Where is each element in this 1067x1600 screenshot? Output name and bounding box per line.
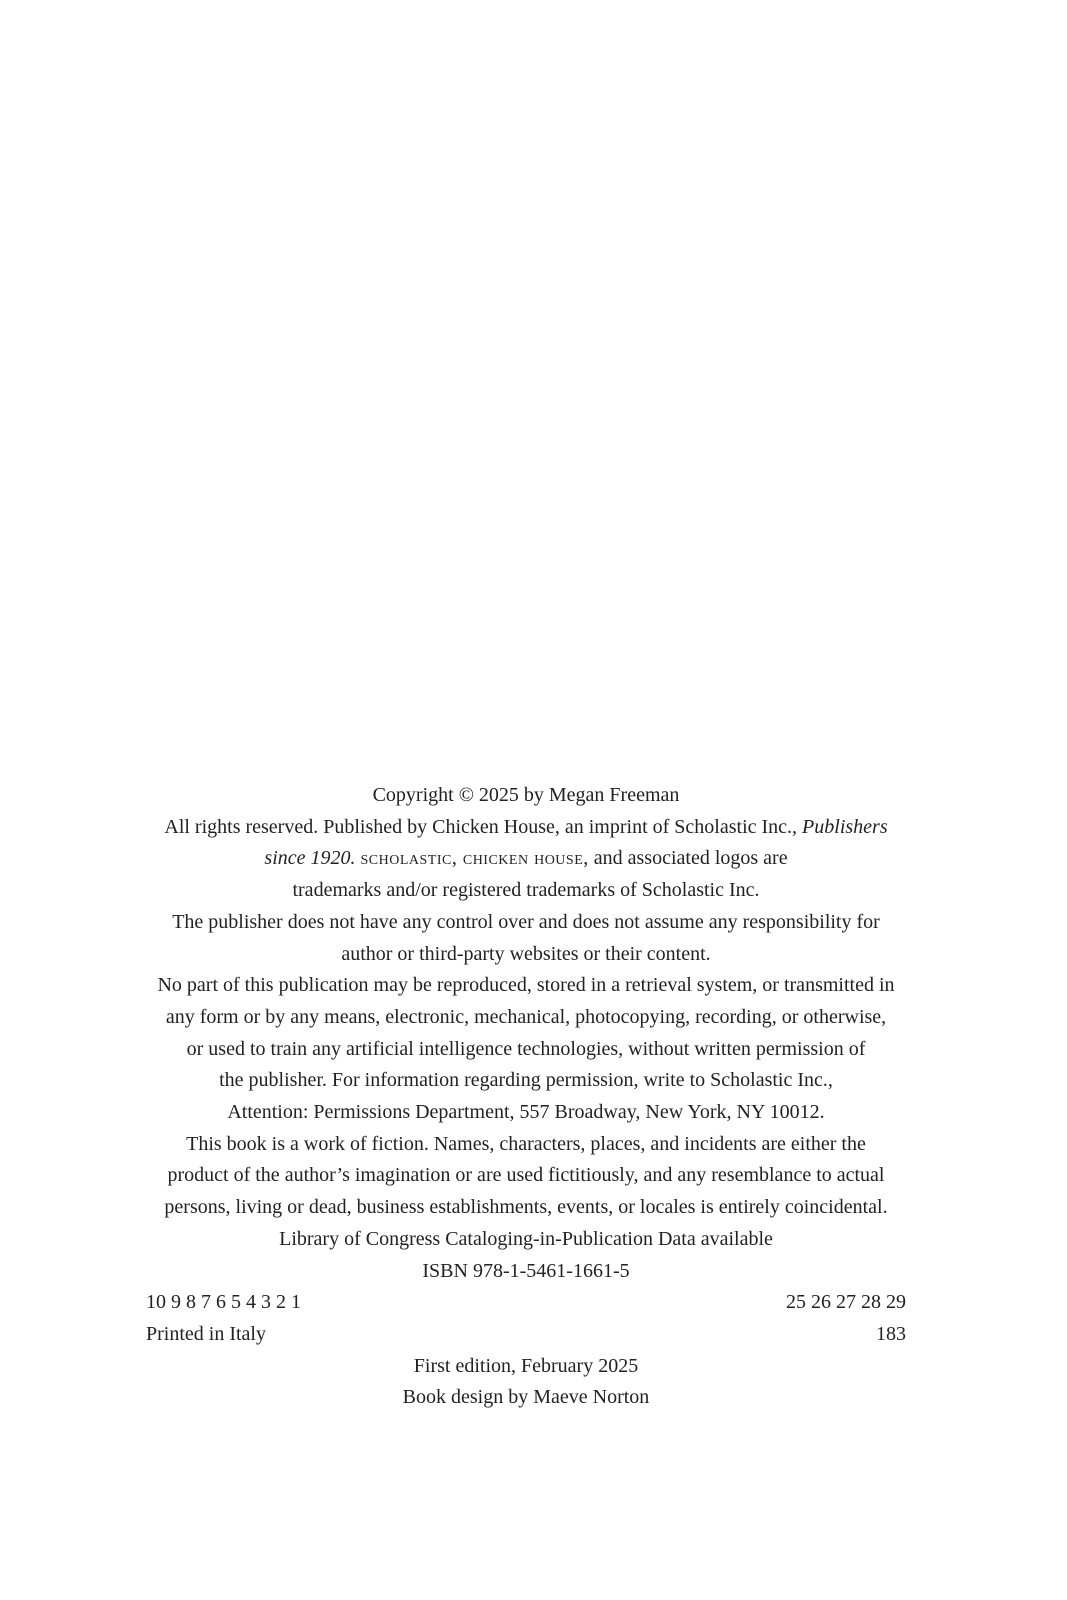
printed-in: Printed in Italy [146,1322,266,1345]
reproduction-line-2: any form or by any means, electronic, mechanical, photocopying, recording, or otherwise, [165,1005,887,1028]
reproduction-line-4: the publisher. For information regarding permission, write to Scholastic Inc., [219,1069,833,1092]
fiction-line-1: This book is a work of fiction. Names, characters, places, and incidents are either the [186,1132,866,1155]
rights-line [146,812,906,844]
publisher-line-1: The publisher does not have any control over and does not assume any responsibility for [172,910,880,933]
rights-italic: Publishers [802,815,888,838]
design-line: Book design by Maeve Norton [402,1386,650,1409]
trademark-line [146,843,906,875]
loc-line: Library of Congress Cataloging-in-Publication Data available [279,1227,773,1250]
reproduction-line-5: Attention: Permissions Department, 557 Broadway, New York, NY 10012. [227,1101,825,1124]
trademark-text: and associated logos are [588,847,788,870]
printed-row [146,1319,906,1351]
print-run-row [146,1287,906,1319]
reproduction-line-1: No part of this publication may be reproduced, stored in a retrieval system, or transmitted in [157,974,895,997]
trademark-line-2: trademarks and/or registered trademarks of Scholastic Inc. [292,879,760,902]
print-numbers: 10 9 8 7 6 5 4 3 2 1 [146,1291,301,1314]
fiction-line-2: product of the author’s imagination or are used fictitiously, and any resemblance to actual [167,1164,885,1187]
isbn-line: ISBN 978-1-5461-1661-5 [422,1259,630,1282]
copyright-block [146,780,906,1414]
since-italic: since 1920. [264,847,356,870]
fiction-line-3: persons, living or dead, business establishments, events, or locales is entirely coincidental. [164,1196,888,1219]
publisher-line-2: author or third-party websites or their content. [341,942,711,965]
edition-line: First edition, February 2025 [413,1354,639,1377]
rights-text: All rights reserved. Published by Chicken House, an imprint of Scholastic Inc., [164,815,803,838]
print-code: 183 [876,1322,906,1345]
copyright-line: Copyright © 2025 by Megan Freeman [372,784,680,806]
year-numbers: 25 26 27 28 29 [786,1291,906,1314]
reproduction-line-3: or used to train any artificial intelligence technologies, without written permission of [186,1037,866,1060]
trademark-smallcaps: scholastic, chicken house, [360,847,589,870]
